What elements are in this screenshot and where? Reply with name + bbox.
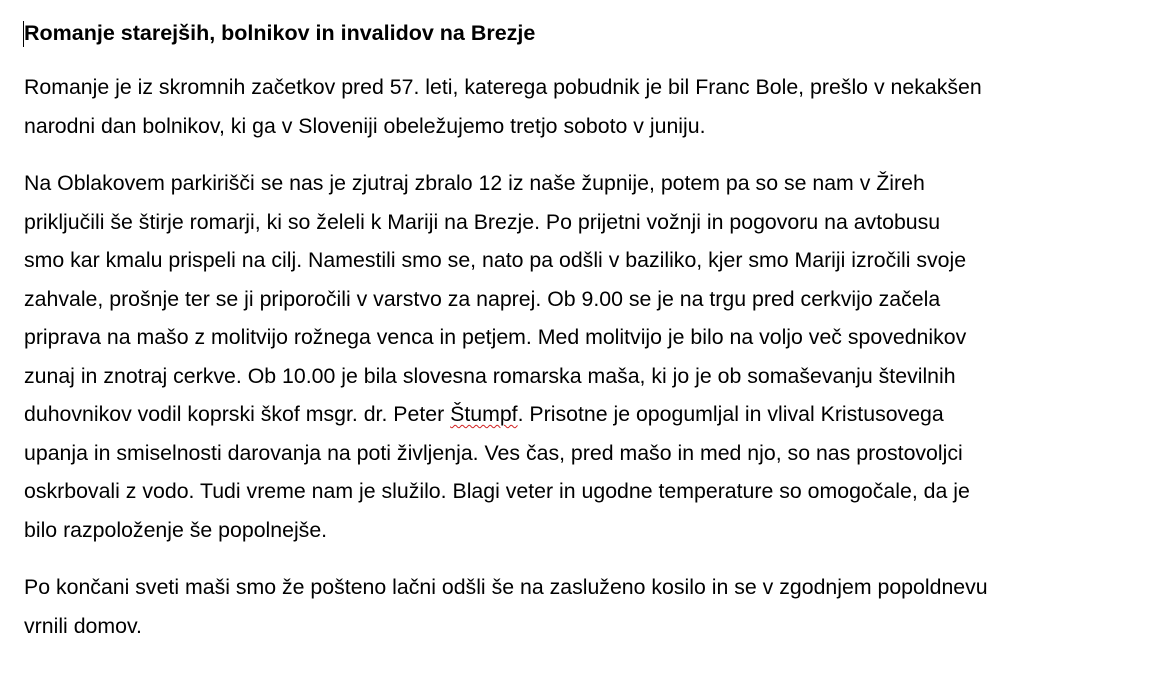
text-cursor bbox=[23, 21, 24, 47]
paragraph-line bbox=[24, 395, 1152, 434]
paragraph-line: priprava na mašo z molitvijo rožnega venca in petjem. Med molitvijo je bilo na voljo več spovednikov bbox=[24, 325, 967, 349]
paragraph-line: Na Oblakovem parkirišči se nas je zjutraj zbralo 12 iz naše župnije, potem pa so se nam v Žireh bbox=[24, 171, 925, 195]
paragraph-line: zunaj in znotraj cerkve. Ob 10.00 je bila slovesna romarska maša, ki jo je ob somaševanju številnih bbox=[24, 363, 956, 388]
line-segment: duhovnikov vodil koprski škof msgr. dr. Peter bbox=[24, 402, 451, 426]
paragraph-line: priključili še štirje romarji, ki so želeli k Mariji na Brezje. Po prijetni vožnji in pogovoru na avtobusu bbox=[24, 209, 941, 234]
paragraph-pilgrimage-account bbox=[24, 164, 1152, 549]
paragraph-line: bilo razpoloženje še popolnejše. bbox=[24, 517, 328, 542]
paragraph-line: Po končani sveti maši smo že pošteno lačni odšli še na zasluženo kosilo in se v zgodnjem popoldnevu bbox=[24, 575, 988, 599]
document-heading bbox=[24, 18, 1152, 48]
paragraph-line: narodni dan bolnikov, ki ga v Sloveniji obeležujemo tretjo soboto v juniju. bbox=[24, 113, 706, 138]
paragraph-line: zahvale, prošnje ter se ji priporočili v varstvo za naprej. Ob 9.00 se je na trgu pred cerkvijo začela bbox=[24, 286, 941, 311]
document-body[interactable] bbox=[24, 18, 1152, 664]
paragraph-line: Romanje je iz skromnih začetkov pred 57. leti, katerega pobudnik je bil Franc Bole, prešlo v nekakšen bbox=[24, 75, 982, 99]
document-heading-text: Romanje starejših, bolnikov in invalidov na Brezje bbox=[24, 21, 536, 45]
line-segment: . Prisotne je opogumljal in vlival Kristusovega bbox=[517, 402, 944, 426]
spellcheck-flagged-word[interactable]: Štumpf bbox=[450, 402, 518, 426]
paragraph-intro bbox=[24, 68, 1152, 145]
paragraph-line: vrnili domov. bbox=[24, 613, 142, 638]
paragraph-conclusion bbox=[24, 568, 1152, 645]
paragraph-line: upanja in smiselnosti darovanja na poti življenja. Ves čas, pred mašo in med njo, so nas prostovoljci bbox=[24, 440, 963, 465]
paragraph-line: oskrbovali z vodo. Tudi vreme nam je služilo. Blagi veter in ugodne temperature so omogočale, da je bbox=[24, 479, 970, 503]
paragraph-line: smo kar kmalu prispeli na cilj. Namestili smo se, nato pa odšli v baziliko, kjer smo Mariji izročili svoje bbox=[24, 248, 967, 272]
